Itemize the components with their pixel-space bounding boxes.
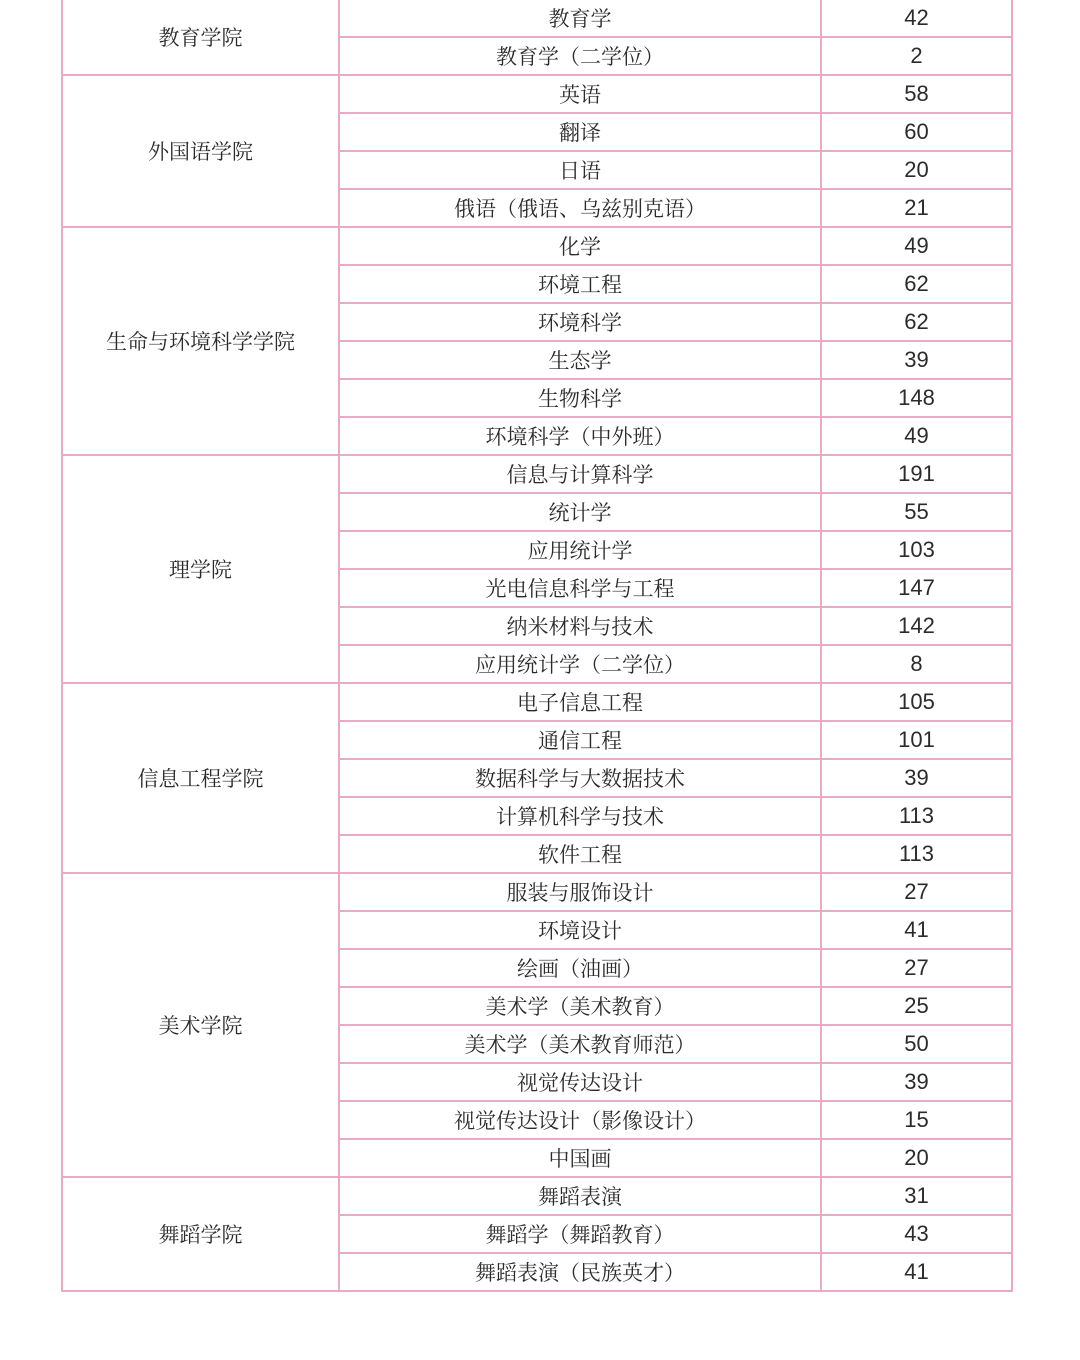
college-cell: 信息工程学院: [62, 683, 339, 873]
major-cell: 软件工程: [339, 835, 821, 873]
major-cell: 英语: [339, 75, 821, 113]
count-cell: 62: [821, 265, 1012, 303]
count-cell: 103: [821, 531, 1012, 569]
table-row: [62, 683, 1012, 721]
major-cell: 电子信息工程: [339, 683, 821, 721]
count-cell: 60: [821, 113, 1012, 151]
count-cell: 142: [821, 607, 1012, 645]
major-cell: 绘画（油画）: [339, 949, 821, 987]
major-cell: 日语: [339, 151, 821, 189]
count-cell: 8: [821, 645, 1012, 683]
major-cell: 环境设计: [339, 911, 821, 949]
major-cell: 化学: [339, 227, 821, 265]
college-cell: 生命与环境科学学院: [62, 227, 339, 455]
count-cell: 105: [821, 683, 1012, 721]
major-cell: 计算机科学与技术: [339, 797, 821, 835]
count-cell: 20: [821, 151, 1012, 189]
count-cell: 31: [821, 1177, 1012, 1215]
major-cell: 应用统计学（二学位）: [339, 645, 821, 683]
count-cell: 148: [821, 379, 1012, 417]
major-cell: 通信工程: [339, 721, 821, 759]
table-row: [62, 75, 1012, 113]
major-cell: 生态学: [339, 341, 821, 379]
table-row: [62, 1177, 1012, 1215]
count-cell: 101: [821, 721, 1012, 759]
major-cell: 教育学: [339, 0, 821, 37]
major-cell: 俄语（俄语、乌兹别克语）: [339, 189, 821, 227]
count-cell: 2: [821, 37, 1012, 75]
count-cell: 39: [821, 341, 1012, 379]
major-cell: 生物科学: [339, 379, 821, 417]
major-cell: 中国画: [339, 1139, 821, 1177]
major-cell: 信息与计算科学: [339, 455, 821, 493]
count-cell: 15: [821, 1101, 1012, 1139]
major-cell: 环境科学（中外班）: [339, 417, 821, 455]
count-cell: 20: [821, 1139, 1012, 1177]
enrollment-table-body: [62, 0, 1012, 1291]
table-row: [62, 227, 1012, 265]
count-cell: 39: [821, 1063, 1012, 1101]
count-cell: 27: [821, 873, 1012, 911]
count-cell: 49: [821, 417, 1012, 455]
count-cell: 49: [821, 227, 1012, 265]
major-cell: 数据科学与大数据技术: [339, 759, 821, 797]
count-cell: 191: [821, 455, 1012, 493]
count-cell: 147: [821, 569, 1012, 607]
major-cell: 翻译: [339, 113, 821, 151]
table-row: [62, 873, 1012, 911]
major-cell: 服装与服饰设计: [339, 873, 821, 911]
count-cell: 41: [821, 911, 1012, 949]
count-cell: 113: [821, 797, 1012, 835]
major-cell: 美术学（美术教育师范）: [339, 1025, 821, 1063]
major-cell: 光电信息科学与工程: [339, 569, 821, 607]
table-row: [62, 455, 1012, 493]
college-cell: 教育学院: [62, 0, 339, 75]
count-cell: 43: [821, 1215, 1012, 1253]
college-cell: 理学院: [62, 455, 339, 683]
major-cell: 舞蹈表演: [339, 1177, 821, 1215]
count-cell: 41: [821, 1253, 1012, 1291]
major-cell: 视觉传达设计（影像设计）: [339, 1101, 821, 1139]
college-cell: 舞蹈学院: [62, 1177, 339, 1291]
major-cell: 美术学（美术教育）: [339, 987, 821, 1025]
count-cell: 39: [821, 759, 1012, 797]
count-cell: 50: [821, 1025, 1012, 1063]
major-cell: 教育学（二学位）: [339, 37, 821, 75]
count-cell: 58: [821, 75, 1012, 113]
count-cell: 62: [821, 303, 1012, 341]
count-cell: 55: [821, 493, 1012, 531]
major-cell: 统计学: [339, 493, 821, 531]
major-cell: 舞蹈表演（民族英才）: [339, 1253, 821, 1291]
college-cell: 外国语学院: [62, 75, 339, 227]
major-cell: 环境科学: [339, 303, 821, 341]
count-cell: 27: [821, 949, 1012, 987]
major-cell: 纳米材料与技术: [339, 607, 821, 645]
major-cell: 环境工程: [339, 265, 821, 303]
table-row: [62, 0, 1012, 37]
major-cell: 舞蹈学（舞蹈教育）: [339, 1215, 821, 1253]
count-cell: 113: [821, 835, 1012, 873]
major-cell: 应用统计学: [339, 531, 821, 569]
count-cell: 42: [821, 0, 1012, 37]
enrollment-table: [61, 0, 1013, 1292]
count-cell: 25: [821, 987, 1012, 1025]
college-cell: 美术学院: [62, 873, 339, 1177]
major-cell: 视觉传达设计: [339, 1063, 821, 1101]
count-cell: 21: [821, 189, 1012, 227]
